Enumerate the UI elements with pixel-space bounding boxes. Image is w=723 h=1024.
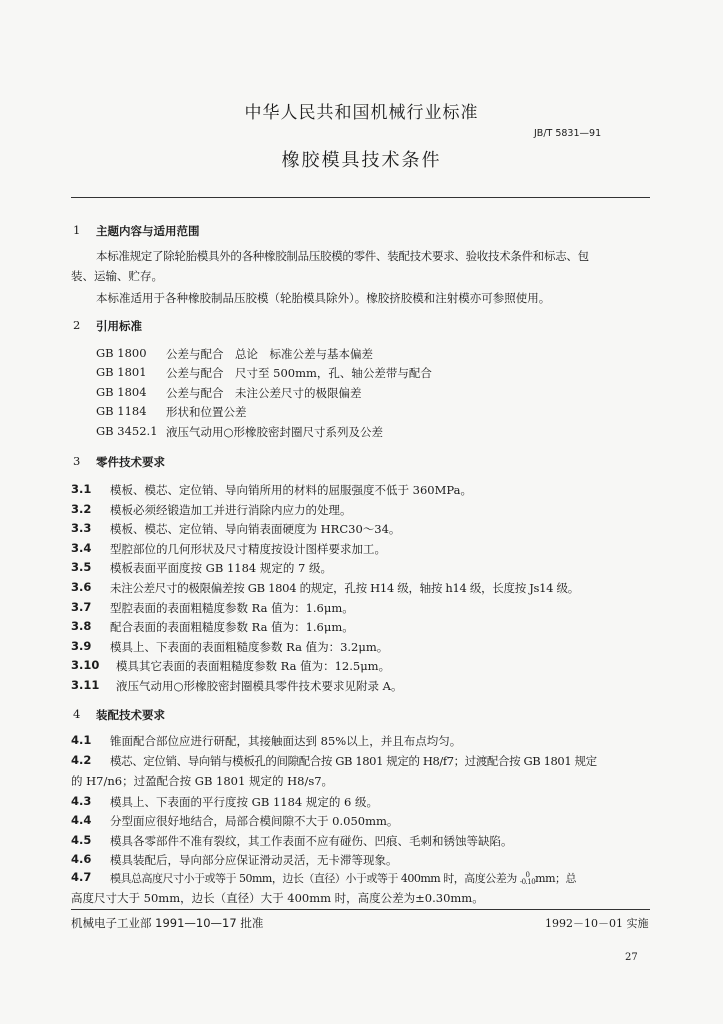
- clause-text: 型腔部位的几何形状及尺寸精度按设计图样要求加工。: [110, 542, 386, 556]
- clause-number: 4.6: [71, 852, 92, 866]
- reference-title: 公差与配合 尺寸至 500mm，孔、轴公差带与配合: [166, 366, 432, 380]
- clause-text-part: 模具总高度尺寸小于或等于 50mm，边长（直径）小于或等于 400mm 时，高度公差为: [110, 872, 517, 885]
- clause-text: 液压气动用○形橡胶密封圈模具零件技术要求见附录 A。: [116, 679, 403, 693]
- reference-title: 公差与配合 未注公差尺寸的极限偏差: [166, 386, 362, 400]
- section-heading: 零件技术要求: [96, 455, 165, 469]
- paragraph-line: 本标准规定了除轮胎模具外的各种橡胶制品压胶模的零件、装配技术要求、验收技术条件和标志、包: [96, 249, 589, 263]
- reference-code: GB 1800: [96, 346, 147, 360]
- clause-text: 型腔表面的表面粗糙度参数 Ra 值为：1.6μm。: [110, 601, 354, 615]
- clause-number: 3.6: [71, 580, 92, 594]
- page-number: 27: [625, 952, 638, 963]
- clause-number: 3.8: [71, 619, 92, 633]
- tolerance-stack: [520, 872, 535, 886]
- footer-rule: [71, 909, 650, 910]
- clause-text: 模具上、下表面的平行度按 GB 1184 规定的 6 级。: [110, 795, 378, 809]
- clause-text: 配合表面的表面粗糙度参数 Ra 值为：1.6μm。: [110, 620, 354, 634]
- standard-title: 中华人民共和国机械行业标准: [244, 103, 479, 123]
- tolerance-lower: -0.10: [519, 878, 536, 886]
- clause-text: 模板、模芯、定位销、导向销所用的材料的屈服强度不低于 360MPa。: [110, 483, 472, 497]
- clause-text-continued: 高度尺寸大于 50mm，边长（直径）大于 400mm 时，高度公差为±0.30mm。: [71, 891, 484, 905]
- reference-code: GB 1804: [96, 385, 147, 399]
- clause-number: 3.2: [71, 502, 92, 516]
- approval-note: 机械电子工业部 1991—10—17 批准: [71, 916, 264, 930]
- clause-number: 3.5: [71, 560, 92, 574]
- clause-number: 4.2: [71, 753, 92, 767]
- clause-text-continued: 的 H7/n6；过盈配合按 GB 1801 规定的 H8/s7。: [71, 774, 334, 788]
- clause-text: 模具装配后，导向部分应保证滑动灵活，无卡滞等现象。: [110, 853, 398, 867]
- section-heading: 装配技术要求: [96, 708, 165, 722]
- reference-code: GB 3452.1: [96, 424, 158, 438]
- reference-code: GB 1184: [96, 404, 147, 418]
- standard-code: JB/T 5831—91: [534, 128, 602, 139]
- section-number: 1: [73, 223, 81, 237]
- clause-number: 3.4: [71, 541, 92, 555]
- clause-number: 4.3: [71, 794, 92, 808]
- clause-text: 分型面应很好地结合，局部合模间隙不大于 0.050mm。: [110, 814, 399, 828]
- reference-title: 液压气动用○形橡胶密封圈尺寸系列及公差: [166, 425, 384, 439]
- clause-number: 3.11: [71, 678, 100, 692]
- section-number: 2: [73, 318, 81, 332]
- clause-number: 4.1: [71, 733, 92, 747]
- clause-text: 模板表面平面度按 GB 1184 规定的 7 级。: [110, 561, 332, 575]
- section-heading: 引用标准: [96, 319, 142, 333]
- reference-title: 公差与配合 总论 标准公差与基本偏差: [166, 347, 373, 361]
- clause-number: 3.3: [71, 521, 92, 535]
- clause-number: 3.7: [71, 600, 92, 614]
- clause-text: 模具其它表面的表面粗糙度参数 Ra 值为：12.5μm。: [116, 659, 391, 673]
- clause-text: 未注公差尺寸的极限偏差按 GB 1804 的规定，孔按 H14 级，轴按 h14 级，长度按 Js14 级。: [110, 581, 579, 595]
- clause-text: 模具上、下表面的表面粗糙度参数 Ra 值为：3.2μm。: [110, 640, 389, 654]
- reference-title: 形状和位置公差: [166, 405, 247, 419]
- clause-number: 3.10: [71, 658, 100, 672]
- clause-text: 模芯、定位销、导向销与模板孔的间隙配合按 GB 1801 规定的 H8/f7；过渡配合按 GB 1801 规定: [110, 754, 597, 768]
- clause-number: 3.9: [71, 639, 92, 653]
- section-heading: 主题内容与适用范围: [96, 224, 200, 238]
- reference-code: GB 1801: [96, 365, 147, 379]
- clause-number: 4.5: [71, 833, 92, 847]
- effective-date: 1992－10－01 实施: [545, 917, 649, 930]
- clause-text: 锥面配合部位应进行研配，其接触面达到 85%以上，并且布点均匀。: [110, 734, 462, 748]
- header-rule: [71, 197, 650, 198]
- tolerance-upper: 0: [525, 871, 530, 879]
- clause-number: 4.4: [71, 813, 92, 827]
- paragraph: 本标准适用于各种橡胶制品压胶模（轮胎模具除外）。橡胶挤胶模和注射模亦可参照使用。: [96, 291, 551, 305]
- section-number: 4: [73, 707, 81, 721]
- section-number: 3: [73, 454, 81, 468]
- clause-text: 模板必须经锻造加工并进行消除内应力的处理。: [110, 503, 352, 517]
- paragraph-line: 装、运输、贮存。: [71, 269, 163, 283]
- clause-number: 4.7: [71, 870, 92, 884]
- clause-number: 3.1: [71, 482, 92, 496]
- clause-text-part: mm；总: [535, 872, 577, 885]
- clause-text: 模具各零部件不准有裂纹，其工作表面不应有碰伤、凹痕、毛刺和锈蚀等缺陷。: [110, 834, 513, 848]
- document-title: 橡胶模具技术条件: [281, 150, 442, 171]
- clause-text: [110, 870, 576, 886]
- clause-text: 模板、模芯、定位销、导向销表面硬度为 HRC30～34。: [110, 522, 401, 536]
